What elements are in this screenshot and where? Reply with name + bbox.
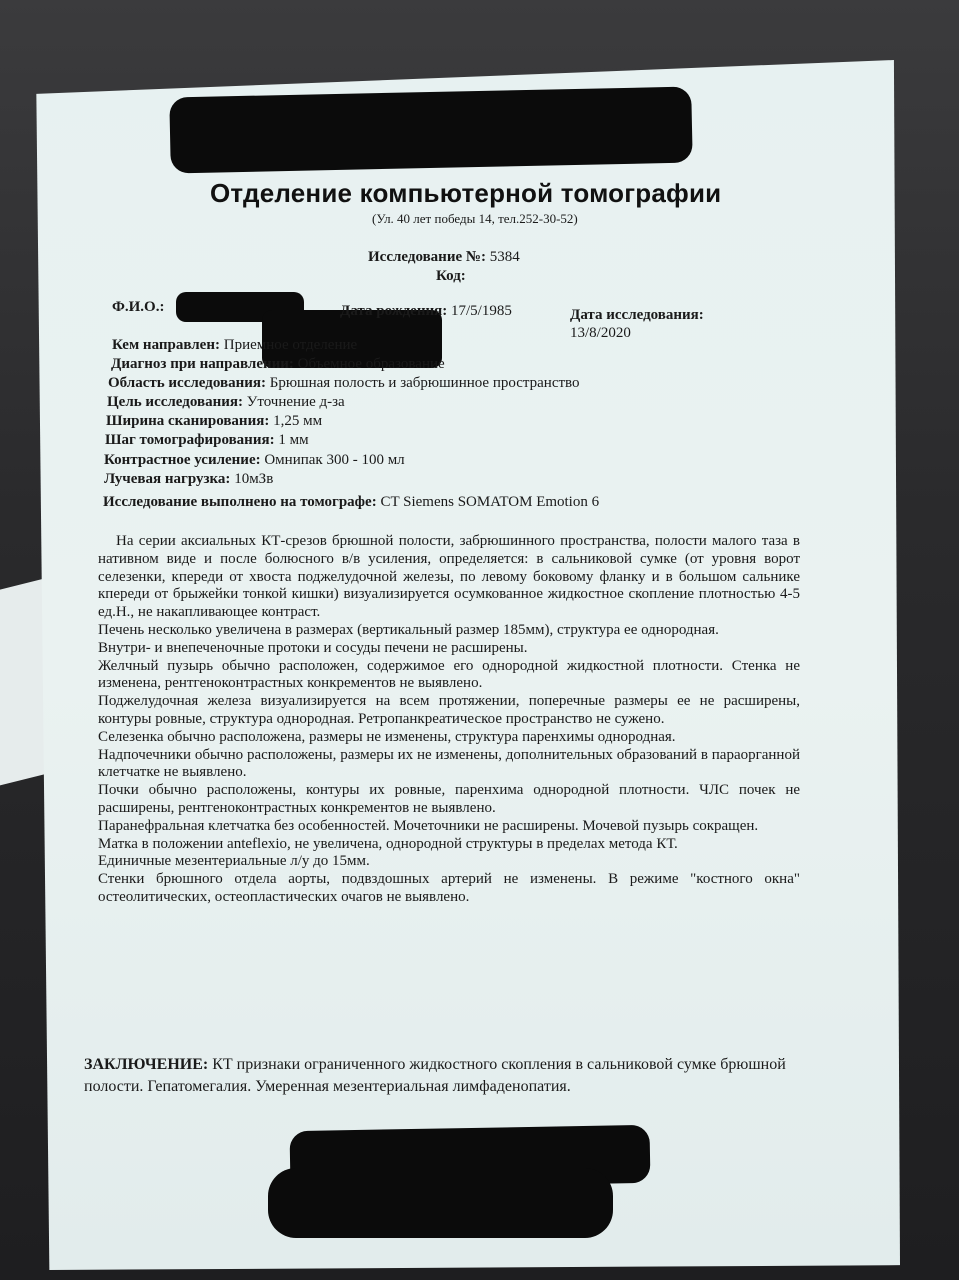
code-label: Код:	[436, 268, 466, 284]
field-value: Объемное образование	[297, 356, 445, 372]
findings-paragraph: На серии аксиальных КТ-срезов брюшной полости, забрюшинного пространства, полости малого таза в нативном виде и после болюсного в/в усиления, определяется: в сальниковой сумке (от уровня ворот селезенки, кпереди от хвоста поджелудочной железы, по левому боковому фланку и в большом сальнике кпереди от брыжейки тонкой кишки) визуализируется осумкованное жидкостное скопление плотностью 4-5 ед.Н., не накапливающее контраст.	[98, 533, 800, 621]
field-label: Диагноз при направлении:	[111, 356, 294, 372]
redaction-bottom-2	[268, 1168, 613, 1238]
field-row	[104, 452, 405, 469]
field-label: Кем направлен:	[112, 337, 220, 353]
study-number-row	[368, 249, 520, 266]
study-number-label: Исследование №:	[368, 249, 486, 265]
redaction-top	[169, 87, 692, 174]
field-value: Брюшная полость и забрюшинное пространство	[269, 375, 580, 391]
field-label: Исследование выполнено на томографе:	[103, 494, 377, 510]
birth-label: Дата рождения:	[340, 303, 448, 319]
conclusion-label: ЗАКЛЮЧЕНИЕ:	[84, 1056, 209, 1073]
study-date-value: 13/8/2020	[570, 325, 631, 341]
field-row	[108, 375, 580, 392]
fio-label: Ф.И.О.:	[112, 299, 165, 315]
findings-paragraph: Стенки брюшного отдела аорты, подвздошных артерий не изменены. В режиме "костного окна" остеолитических, остеопластических очагов не выявлено.	[98, 871, 800, 905]
field-row	[112, 337, 357, 354]
findings-paragraph: Селезенка обычно расположена, размеры не изменены, структура паренхимы однородная.	[98, 728, 676, 745]
field-value: Уточнение д-за	[246, 394, 345, 410]
field-row	[111, 356, 445, 373]
field-label: Ширина сканирования:	[106, 413, 270, 429]
findings-paragraph: Почки обычно расположены, контуры их ровные, паренхима однородной плотности. ЧЛС почек не расширены, рентгеноконтрастных конкрементов не выявлено.	[98, 782, 800, 816]
field-label: Шаг томографирования:	[105, 432, 275, 448]
field-value: 1,25 мм	[273, 413, 323, 429]
conclusion-block	[84, 1054, 804, 1098]
findings-paragraph: Внутри- и внепеченочные протоки и сосуды печени не расширены.	[98, 639, 528, 656]
field-value: 10мЗв	[234, 471, 274, 487]
conclusion-text: КТ признаки ограниченного жидкостного скопления в сальниковой сумке брюшной полости. Гепатомегалия. Умеренная мезентериальная лимфаденопатия.	[84, 1056, 786, 1095]
field-label: Цель исследования:	[107, 394, 243, 410]
study-number-value: 5384	[489, 249, 520, 265]
field-label: Лучевая нагрузка:	[104, 471, 231, 487]
findings-paragraph: Поджелудочная железа визуализируется на всем протяжении, поперечные размеры ее не расширены, контуры ровные, структура однородная. Ретропанкреатическое пространство не сужено.	[98, 693, 800, 727]
document-title: Отделение компьютерной томографии	[210, 178, 722, 208]
field-value: 1 мм	[278, 432, 309, 448]
birth-value: 17/5/1985	[450, 303, 512, 319]
field-value: Приемное отделение	[223, 337, 358, 353]
field-value: Омнипак 300 - 100 мл	[264, 452, 405, 468]
field-row	[106, 413, 322, 430]
study-date-label: Дата исследования:	[570, 307, 704, 323]
findings-paragraph: Единичные мезентериальные л/у до 15мм.	[98, 853, 370, 870]
findings-paragraph: Матка в положении anteflexio, не увеличена, однородной структуры в пределах метода КТ.	[98, 835, 678, 852]
field-row	[104, 471, 273, 488]
field-label: Контрастное усиление:	[104, 452, 261, 468]
findings-paragraph: Надпочечники обычно расположены, размеры их не изменены, дополнительных образований в параорганной клетчатке не выявлено.	[98, 746, 800, 781]
field-value: CT Siemens SOMATOM Emotion 6	[380, 494, 600, 510]
birth-row	[340, 303, 512, 320]
field-row	[103, 494, 599, 511]
findings-text	[98, 533, 800, 907]
field-row	[107, 394, 345, 411]
field-row	[105, 432, 309, 449]
department-address: (Ул. 40 лет победы 14, тел.252-30-52)	[372, 211, 578, 226]
field-label: Область исследования:	[108, 375, 266, 391]
findings-paragraph: Паранефральная клетчатка без особенностей. Мочеточники не расширены. Мочевой пузырь сокращен.	[98, 817, 759, 834]
findings-paragraph: Желчный пузырь обычно расположен, содержимое его однородной жидкостной плотности. Стенка не изменена, рентгеноконтрастных конкрементов не выявлено.	[98, 657, 800, 692]
findings-paragraph: Печень несколько увеличена в размерах (вертикальный размер 185мм), структура ее однородная.	[98, 621, 719, 638]
